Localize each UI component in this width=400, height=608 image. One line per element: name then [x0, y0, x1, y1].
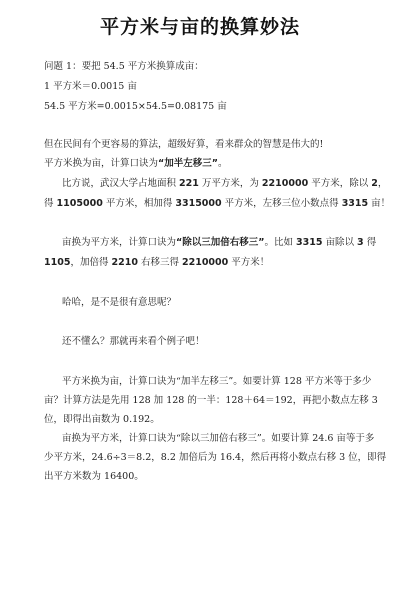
example2-p2-line-2: 少平方米，24.6÷3＝8.2，8.2 加倍后为 16.4，然后再将小数点右移 3 位，即得: [44, 452, 387, 463]
folk-ex2-text-g: 亩！: [368, 198, 391, 209]
example2-p1-line-2: 亩？计算方法是先用 128 加 128 的一半：128＋64＝192，再把小数点左移 3: [44, 395, 378, 406]
folk-example-line-1: [62, 177, 388, 190]
folk-rule-end: 。: [218, 158, 228, 169]
problem-line-3: 54.5 平方米=0.0015×54.5=0.08175 亩: [44, 101, 227, 112]
reverse-text-g: 得: [363, 237, 377, 248]
folk-example-line-2: [44, 197, 391, 210]
problem-line-1: 问题 1：要把 54.5 平方米换算成亩：: [44, 61, 204, 72]
reverse-num-2210: 2210: [111, 257, 138, 268]
folk-ex2-text-c: 平方米，相加得: [102, 198, 176, 209]
reverse-text-b: ，加倍得: [70, 257, 112, 268]
folk-intro: 但在民间有个更容易的算法，超级好算，看来群众的智慧是伟大的!: [44, 139, 324, 150]
reverse-text-a: 亩换为平方米，计算口诀为: [62, 237, 177, 248]
folk-ex2-num-3315000: 3315000: [175, 198, 222, 209]
folk-ex-num-2210000: 2210000: [261, 178, 309, 189]
reverse-num-2210000: 2210000: [181, 257, 229, 268]
folk-ex-text-a: 比方说，武汉大学占地面积: [62, 178, 180, 189]
folk-rule-mnemonic: “加半左移三”: [158, 158, 219, 169]
reverse-num-1105: 1105: [44, 257, 71, 268]
folk-rule: [44, 157, 364, 170]
folk-ex-text-g: ，: [377, 178, 388, 189]
reverse-text-e: 亩除以: [322, 237, 358, 248]
reverse-text-c: 。比如: [264, 237, 297, 248]
reverse-line-2: [44, 256, 364, 269]
reverse-mnemonic: “除以三加倍右移三”: [176, 237, 265, 248]
folk-ex2-text-e: 平方米，左移三位小数点得: [221, 198, 342, 209]
reverse-line-1: [62, 236, 382, 249]
problem-line-2: 1 平方米＝0.0015 亩: [44, 81, 137, 92]
example2-p2-line-1: 亩换为平方米，计算口诀为“除以三加倍右移三”。如要计算 24.6 亩等于多: [62, 433, 375, 444]
folk-ex-num-221: 221: [179, 178, 199, 189]
example2-p1-line-1: 平方米换为亩，计算口诀为“加半左移三”。如要计算 128 平方米等于多少: [62, 376, 372, 387]
reverse-num-3315: 3315: [296, 237, 323, 248]
page-title: 平方米与亩的换算妙法: [99, 16, 300, 38]
folk-rule-text: 平方米换为亩，计算口诀为: [44, 158, 159, 169]
reverse-text-f: 平方米！: [228, 257, 270, 268]
folk-ex-text-e: 平方米，除以: [308, 178, 372, 189]
example2-p1-line-3: 位，即得出亩数为 0.192。: [44, 414, 160, 425]
folk-ex2-num-3315: 3315: [341, 198, 369, 209]
example2-p2-line-3: 出平方米数为 16400。: [44, 471, 144, 482]
folk-ex-num-2: 2: [371, 178, 378, 189]
folk-ex2-num-1105000: 1105000: [56, 198, 103, 209]
not-understood-line: 还不懂么？那就再来看个例子吧！: [62, 336, 205, 347]
reverse-text-d: 右移三得: [137, 257, 182, 268]
reverse-num-3: 3: [357, 237, 364, 248]
folk-ex2-text-a: 得: [44, 198, 57, 209]
haha-line: 哈哈，是不是很有意思呢？: [62, 297, 177, 308]
folk-ex-text-c: 万平方米，为: [198, 178, 262, 189]
